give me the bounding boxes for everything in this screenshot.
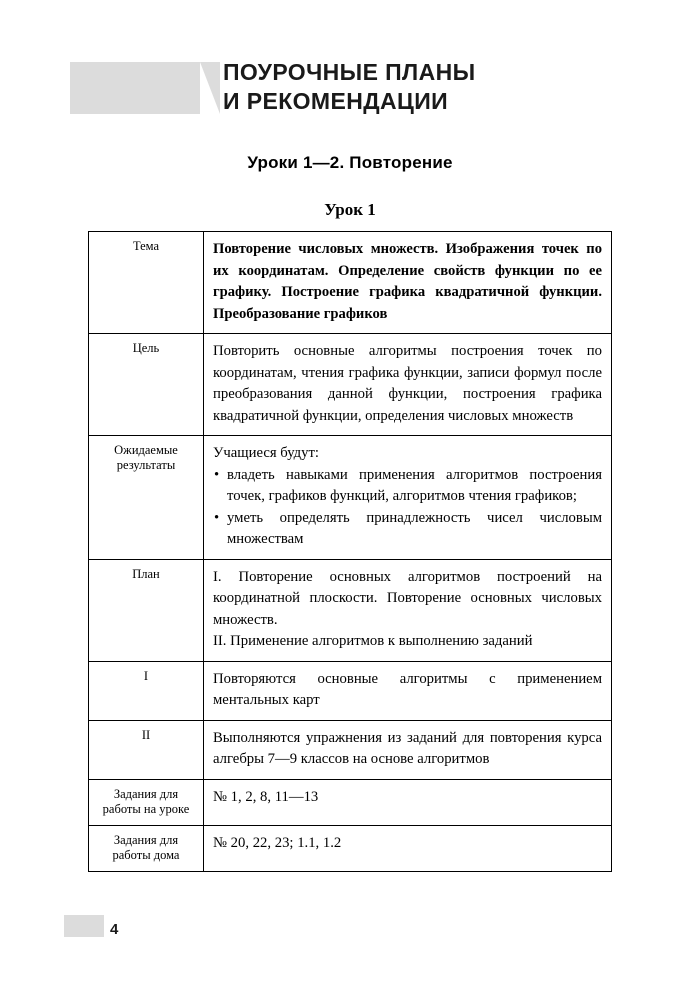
row-content — [204, 436, 612, 560]
row-content: Повторение числовых множеств. Изображения точек по их координатам. Определение свойств функции по ее графику. Построение графика квадратичной функции. Преобразование графиков — [204, 232, 612, 334]
lesson-plan-table — [88, 231, 612, 872]
page-header — [70, 58, 630, 118]
table-row — [89, 720, 612, 779]
row-label — [89, 436, 204, 560]
row-label: Задания для работы на уроке — [89, 779, 204, 825]
row-content: Выполняются упражнения из заданий для повторения курса алгебры 7—9 классов на основе алгоритмов — [204, 720, 612, 779]
row-label: Цель — [89, 334, 204, 436]
table-row — [89, 825, 612, 871]
row-content: № 1, 2, 8, 11—13 — [204, 779, 612, 825]
footer-accent-bar — [64, 915, 104, 937]
lesson-group-title: Уроки 1—2. Повторение — [247, 153, 453, 172]
plan-paragraph-1: I. Повторение основных алгоритмов построений на координатной плоскости. Повторение основных числовых множеств. — [213, 568, 602, 628]
header-accent-bar — [70, 62, 200, 114]
row-content — [204, 559, 612, 661]
page-title-line-2: И РЕКОМЕНДАЦИИ — [223, 88, 449, 114]
row-content: Повторить основные алгоритмы построения точек по координатам, чтения графика функции, записи формул после преобразования данной функции, построения графика квадратичной функции, определения числовых множеств — [204, 334, 612, 436]
row-label: I — [89, 661, 204, 720]
page-title — [223, 58, 476, 116]
page-title-line-1: ПОУРОЧНЫЕ ПЛАНЫ — [223, 59, 476, 85]
plan-paragraph-2: II. Применение алгоритмов к выполнению заданий — [213, 633, 533, 649]
row-content: Повторяются основные алгоритмы с применением ментальных карт — [204, 661, 612, 720]
table-row — [89, 559, 612, 661]
expected-results-intro: Учащиеся будут: — [213, 445, 319, 461]
list-item: • уметь определять принадлежность чисел числовым множествам — [213, 508, 602, 551]
table-row — [89, 232, 612, 334]
lesson-title: Урок 1 — [324, 200, 376, 219]
row-label-line-1: Ожидаемые результаты — [114, 443, 178, 472]
page-number: 4 — [110, 921, 119, 938]
row-label: Задания для работы дома — [89, 825, 204, 871]
row-label: Тема — [89, 232, 204, 334]
table-row — [89, 334, 612, 436]
row-content: № 20, 22, 23; 1.1, 1.2 — [204, 825, 612, 871]
list-item: • владеть навыками применения алгоритмов построения точек, графиков функций, алгоритмов чтения графиков; — [213, 465, 602, 508]
table-row — [89, 661, 612, 720]
table-row — [89, 779, 612, 825]
table-row — [89, 436, 612, 560]
row-label: II — [89, 720, 204, 779]
row-label: План — [89, 559, 204, 661]
expected-results-list — [213, 465, 602, 551]
